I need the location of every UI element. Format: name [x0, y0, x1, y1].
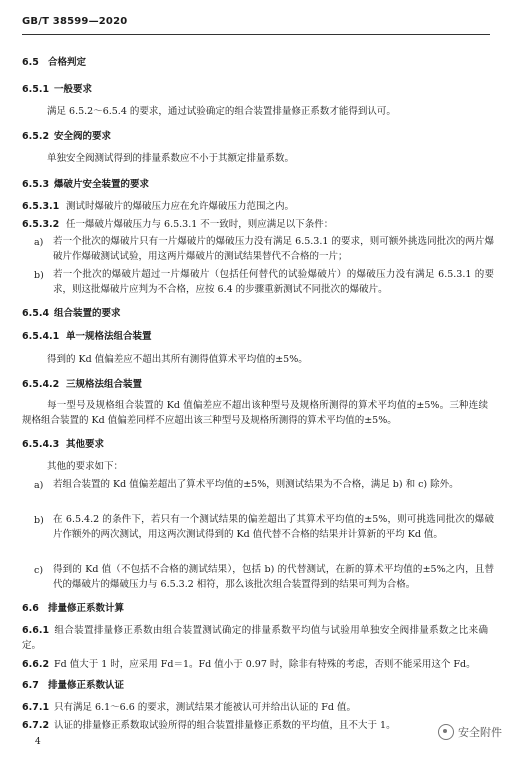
section-6-5-4-1-text: 得到的 Kd 值偏差应不超出其所有测得值算术平均值的±5%。	[47, 354, 308, 365]
page-number: 4	[35, 737, 41, 747]
section-6-5-4-3-intro: 其他的要求如下：	[47, 461, 124, 472]
list-item-b-text: 若一个批次的爆破片超过一片爆破片（包括任何替代的试验爆破片）的爆破压力没有满足 6.5.3.1 的要求，则这批爆破片应判为不合格，应按 6.4 的步骤重新测试不同批次的爆破片。	[53, 269, 494, 295]
section-6-5-4-1-heading: 6.5.4.1 单一规格法组合装置	[22, 331, 152, 342]
section-6-7-1: 6.7.1 只有满足 6.1～6.6 的要求，测试结果才能被认可并给出认证的 Fd 值。	[22, 702, 356, 713]
section-6-5-1-text: 满足 6.5.2～6.5.4 的要求，通过试验确定的组合装置排量修正系数才能得到认可。	[47, 106, 396, 117]
list-item-b: b)	[34, 270, 44, 281]
list-item-a-text: 若一个批次的爆破片只有一片爆破片的爆破压力没有满足 6.5.3.1 的要求，则可额外挑选同批次的两片爆破片作爆破测试试验，用这两片爆破片的测试结果替代不合格的一片；	[53, 236, 494, 262]
section-6-5-2-heading: 6.5.2 安全阀的要求	[22, 131, 112, 142]
list-item-c-2-text: 得到的 Kd 值（不包括不合格的测试结果），包括 b) 的代替测试，在新的算术平均值的±5%之内，且替代的爆破片的爆破压力与 6.5.3.2 相符，那么该批次组合装置得到的结果可判为合格。	[53, 564, 494, 590]
section-6-5-3-2: 6.5.3.2 任一爆破片爆破压力与 6.5.3.1 不一致时，则应满足以下条件：	[22, 219, 334, 230]
list-item-a-2: a)	[34, 480, 44, 491]
list-item-a: a)	[34, 237, 44, 248]
section-6-5-4-3-heading: 6.5.4.3 其他要求	[22, 439, 105, 450]
watermark-text: 安全附件	[458, 726, 502, 739]
section-6-5-3-1: 6.5.3.1 测试时爆破片的爆破压力应在允许爆破压力范围之内。	[22, 201, 295, 212]
watermark	[438, 724, 502, 740]
section-6-5-heading: 6.5 合格判定	[22, 57, 87, 68]
list-item-a-2-text: 若组合装置的 Kd 值偏差超出了算术平均值的±5%，则测试结果为不合格，满足 b) 和 c) 除外。	[53, 479, 459, 490]
list-item-b-2: b)	[34, 515, 44, 526]
standard-number: GB/T 38599—2020	[22, 16, 128, 27]
wechat-logo-icon	[438, 724, 454, 740]
section-6-5-1-heading: 6.5.1 一般要求	[22, 84, 93, 95]
section-6-5-3-heading: 6.5.3 爆破片安全装置的要求	[22, 179, 150, 190]
section-6-5-4-2-text: 每一型号及规格组合装置的 Kd 值偏差应不超出该种型号及规格所测得的算术平均值的±5%。三种连续规格组合装置的 Kd 值偏差同样不应超出该三种型号及规格所测得的算术平均值的±5%。	[22, 400, 488, 426]
list-item-c-2: c)	[34, 565, 44, 576]
section-6-7-2: 6.7.2 认证的排量修正系数取试验所得的组合装置排量修正系数的平均值，且不大于 1。	[22, 720, 396, 731]
header-rule	[22, 34, 490, 35]
section-6-6-1: 6.6.1 组合装置排量修正系数由组合装置测试确定的排量系数平均值与试验用单独安全阀排量系数之比来确定。	[22, 625, 488, 651]
section-6-7-heading: 6.7 排量修正系数认证	[22, 680, 125, 691]
section-6-5-4-heading: 6.5.4 组合装置的要求	[22, 308, 121, 319]
section-6-6-heading: 6.6 排量修正系数计算	[22, 603, 125, 614]
section-6-5-4-2-heading: 6.5.4.2 三规格法组合装置	[22, 379, 143, 390]
section-6-5-2-text: 单独安全阀测试得到的排量系数应不小于其额定排量系数。	[47, 153, 295, 164]
section-6-6-2: 6.6.2 Fd 值大于 1 时，应采用 Fd＝1。Fd 值小于 0.97 时，除非有特殊的考虑，否则不能采用这个 Fd。	[22, 659, 476, 670]
list-item-b-2-text: 在 6.5.4.2 的条件下，若只有一个测试结果的偏差超出了其算术平均值的±5%，则可挑选同批次的爆破片作额外的两次测试，用这两次测试得到的 Kd 值代替不合格的结果并计算新的平均 Kd 值。	[53, 514, 494, 540]
